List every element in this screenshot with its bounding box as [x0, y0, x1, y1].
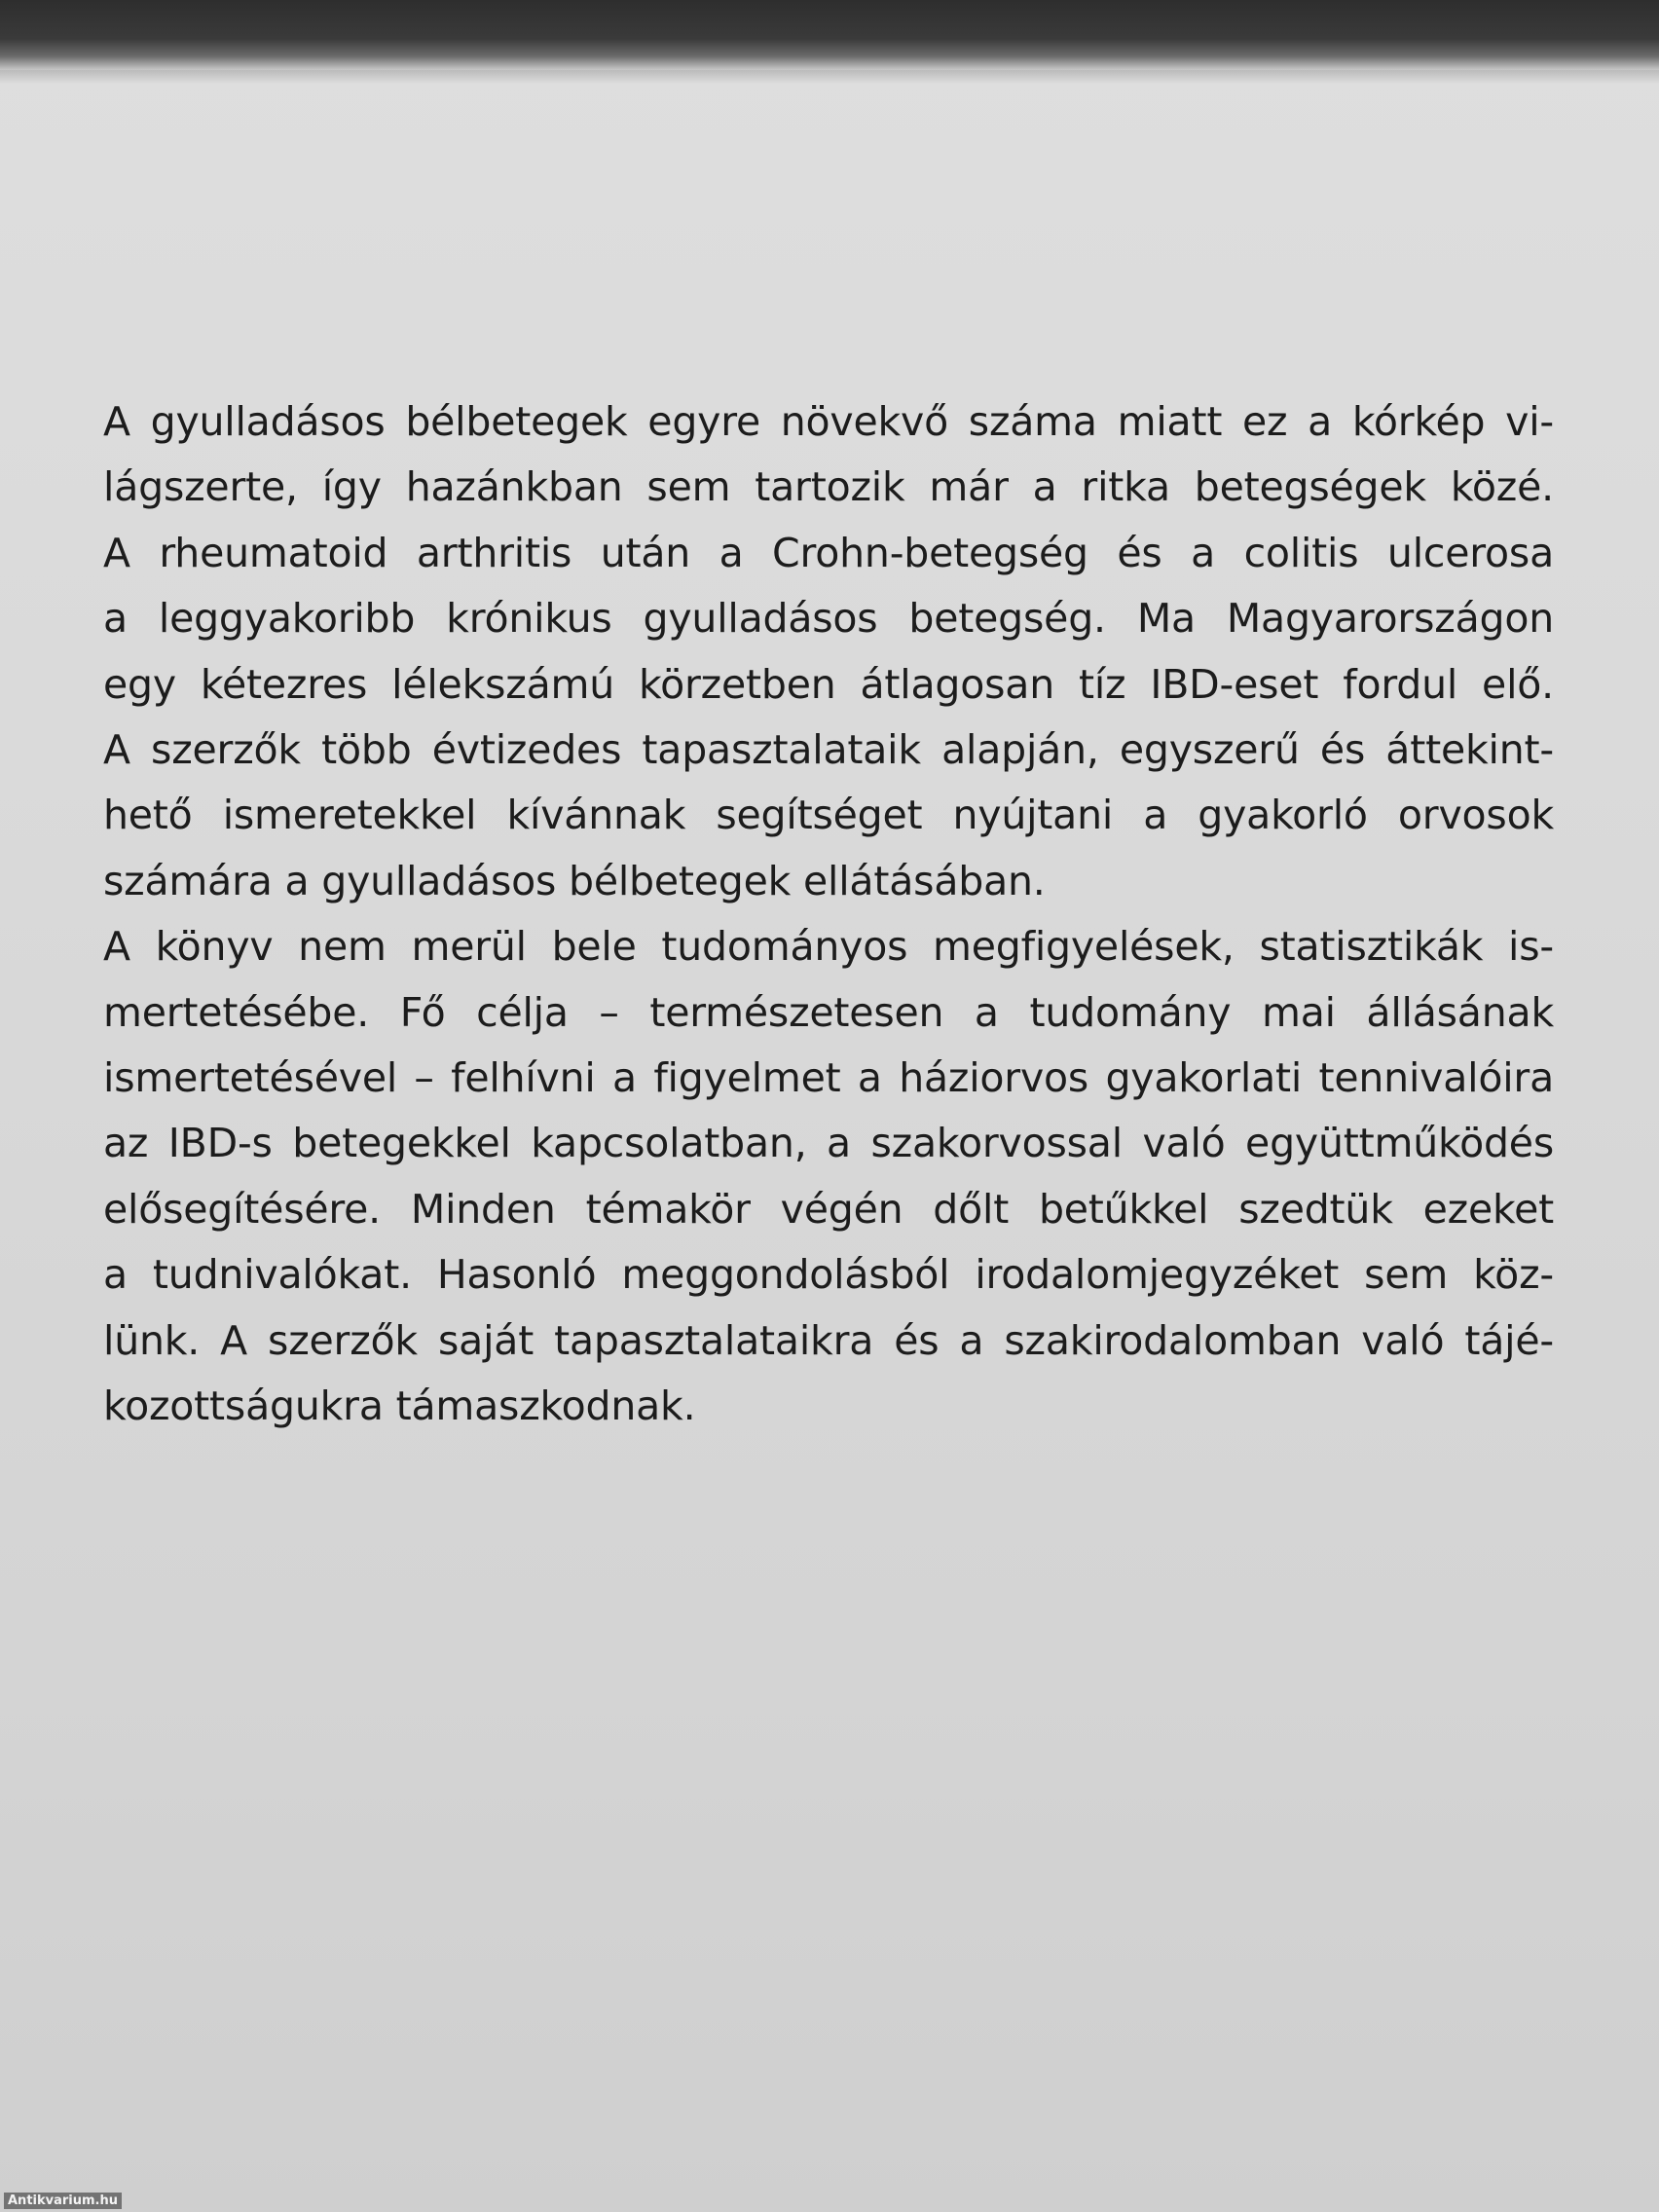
blurb-line: elősegítésére. Minden témakör végén dőlt betűkkel szedtük ezeket	[103, 1185, 1554, 1233]
blurb-line: a tudnivalókat. Hasonló meggondolásból irodalomjegyzéket sem köz-	[103, 1251, 1554, 1299]
blurb-line: A könyv nem merül bele tudományos megfigyelések, statisztikák is-	[103, 923, 1554, 971]
blurb-line: A rheumatoid arthritis után a Crohn-betegség és a colitis ulcerosa	[103, 529, 1554, 576]
watermark-text: Antikvarium.hu	[4, 2193, 122, 2209]
blurb-line: A gyulladásos bélbetegek egyre növekvő száma miatt ez a kórkép vi-	[103, 398, 1554, 445]
blurb-line: az IBD-s betegekkel kapcsolatban, a szakorvossal való együttműködés	[103, 1120, 1554, 1167]
blurb-line: egy kétezres lélekszámú körzetben átlagosan tíz IBD-eset fordul elő.	[103, 660, 1554, 708]
blurb-line: ismertetésével – felhívni a figyelmet a háziorvos gyakorlati tennivalóira	[103, 1054, 1554, 1102]
cover-top-edge-shadow	[0, 70, 1659, 84]
blurb-line: A szerzők több évtizedes tapasztalataik alapján, egyszerű és áttekint-	[103, 726, 1554, 774]
blurb-line: lágszerte, így hazánkban sem tartozik már a ritka betegségek közé.	[103, 463, 1554, 511]
blurb-line: kozottságukra támaszkodnak.	[103, 1382, 696, 1430]
blurb-line: mertetésébe. Fő célja – természetesen a tudomány mai állásának	[103, 988, 1554, 1036]
blurb-line: számára a gyulladásos bélbetegek ellátásában.	[103, 857, 1046, 904]
blurb-text	[103, 389, 1554, 1440]
blurb-line: lünk. A szerzők saját tapasztalataikra és a szakirodalomban való tájé-	[103, 1316, 1554, 1364]
cover-top-edge	[0, 0, 1659, 70]
blurb-line: a leggyakoribb krónikus gyulladásos betegség. Ma Magyarországon	[103, 595, 1554, 643]
blurb-line: hető ismeretekkel kívánnak segítséget nyújtani a gyakorló orvosok	[103, 792, 1554, 839]
